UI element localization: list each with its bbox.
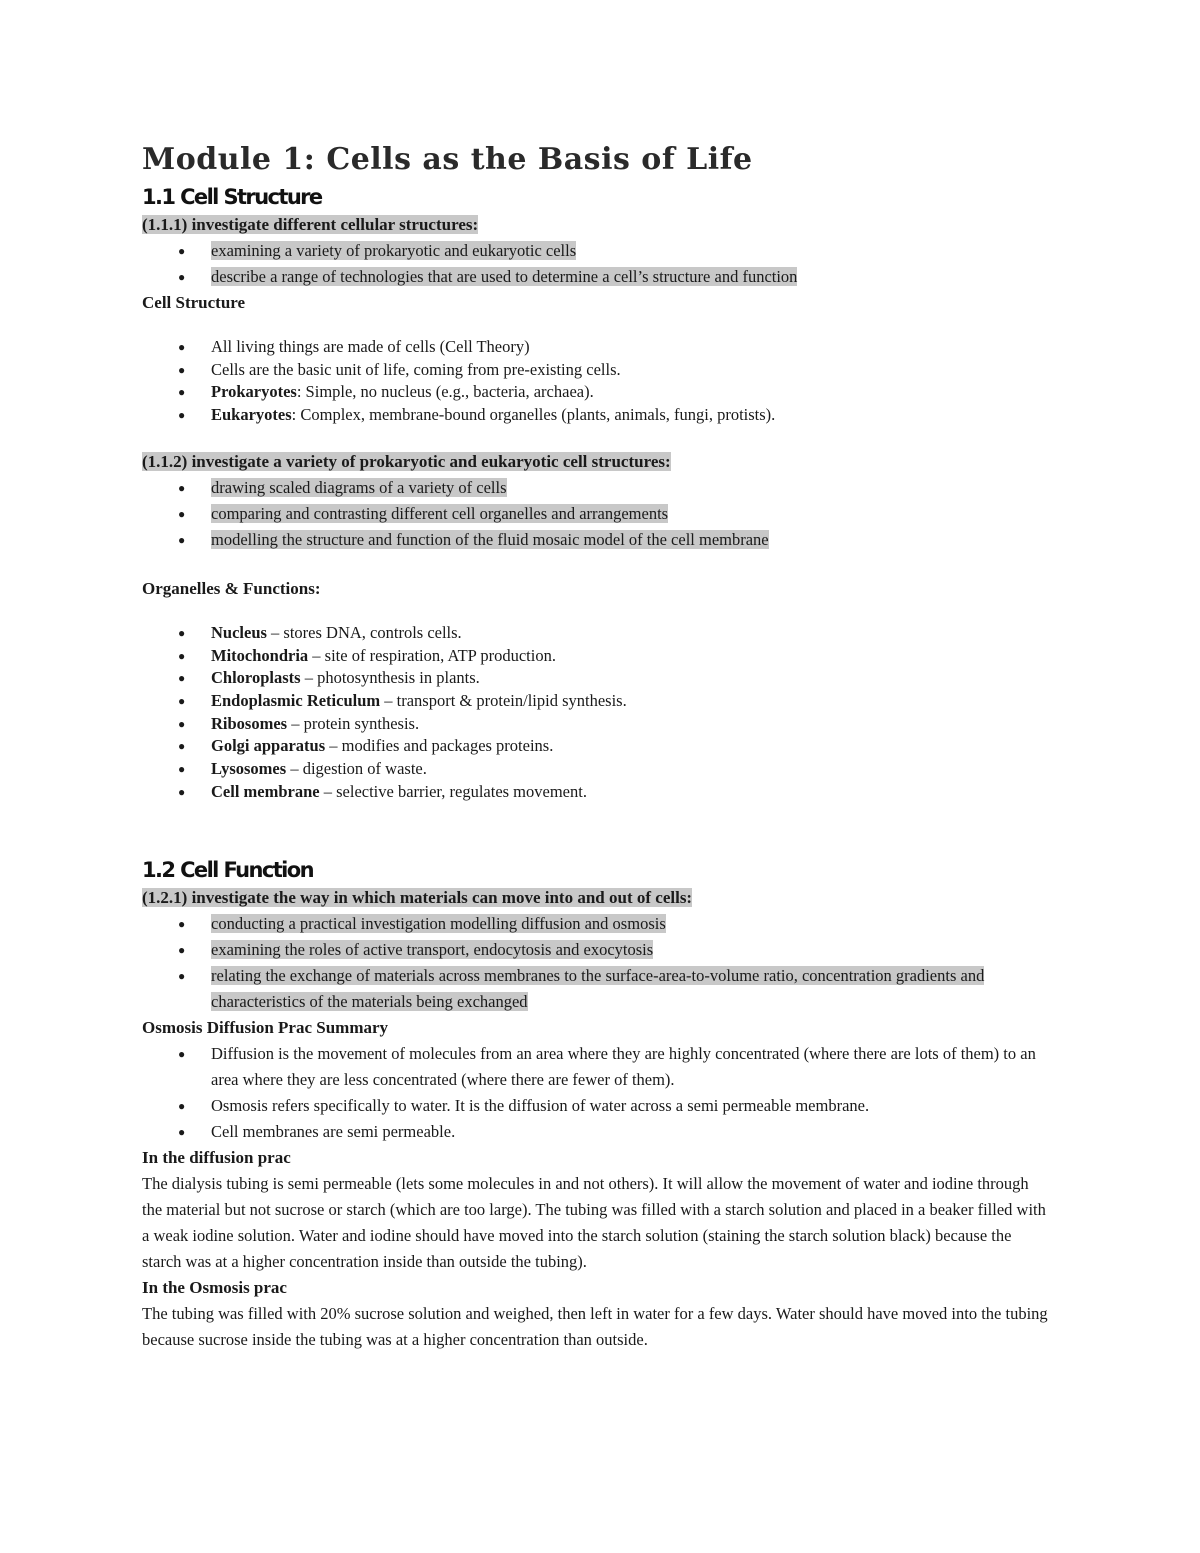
cell-structure-label: Cell Structure [142,293,246,312]
bullet-icon: ● [178,625,186,640]
list-item: ● modelling the structure and function of the fluid mosaic model of the cell membrane [142,527,1052,553]
section-heading-cell-structure: 1.1 Cell Structure [142,185,322,209]
bullet-icon: ● [178,244,186,258]
bullet-icon: ● [178,1099,186,1114]
list-item: ● Cell membrane – selective barrier, regulates movement. [142,781,1052,804]
osmosis-prac-text: The tubing was filled with 20% sucrose solution and weighed, then left in water for a few days. Water should have moved into the tubing because sucrose inside the tubing was at a higher concentration than outside. [142,1304,1048,1350]
module-title: Module 1: Cells as the Basis of Life [142,142,753,177]
bullet-icon: ● [178,917,186,932]
requirement-1-2-1-title: (1.2.1) investigate the way in which materials can move into and out of cells: [142,888,693,908]
bullet-icon: ● [178,969,186,984]
requirement-1-1-2-title: (1.1.2) investigate a variety of prokaryotic and eukaryotic cell structures: [142,451,671,471]
list-item: ● Mitochondria – site of respiration, ATP production. [142,645,1052,668]
requirement-1-2-1-list [142,911,1052,1015]
bullet-icon: ● [178,671,186,686]
document-page [142,138,1052,1353]
list-item: ● Endoplasmic Reticulum – transport & protein/lipid synthesis. [142,690,1052,713]
bullet-icon: ● [178,408,186,423]
list-item: ● relating the exchange of materials across membranes to the surface-area-to-volume ratio, concentration gradients and characteristics of the materials being exchanged [142,963,1052,1015]
list-item: ● All living things are made of cells (Cell Theory) [142,336,1052,359]
list-item: ● drawing scaled diagrams of a variety of cells [142,475,1052,501]
bullet-icon: ● [178,784,186,799]
bullet-icon: ● [178,480,186,495]
organelles-list [142,622,1052,804]
section-heading-cell-function: 1.2 Cell Function [142,858,313,883]
summary-list [142,1041,1052,1145]
list-item: ● Eukaryotes: Complex, membrane-bound organelles (plants, animals, fungi, protists). [142,404,1052,427]
list-item: ● Prokaryotes: Simple, no nucleus (e.g., bacteria, archaea). [142,381,1052,404]
diffusion-prac-text: The dialysis tubing is semi permeable (lets some molecules in and not others). It will allow the movement of water and iodine through the material but not sucrose or starch (which are too large). The tubing was filled with a starch solution and placed in a beaker filled with a weak iodine solution. Water and iodine should have moved into the starch solution (staining the starch solution black) because the starch was at a higher concentration inside than outside the tubing). [142,1174,1046,1272]
requirement-1-1-1-title: (1.1.1) investigate different cellular structures: [142,215,479,234]
osmosis-diffusion-summary-label: Osmosis Diffusion Prac Summary [142,1018,389,1038]
list-item: ● Nucleus – stores DNA, controls cells. [142,622,1052,645]
bullet-icon: ● [178,739,186,754]
list-item: ● comparing and contrasting different cell organelles and arrangements [142,501,1052,527]
list-item: ● describe a range of technologies that are used to determine a cell’s structure and function [142,264,1052,290]
bullet-icon: ● [178,270,186,284]
list-item: ● Golgi apparatus – modifies and packages proteins. [142,735,1052,758]
requirement-1-1-1-list [142,238,1052,290]
cell-structure-list [142,336,1052,427]
bullet-icon: ● [178,1125,186,1140]
osmosis-prac-label: In the Osmosis prac [142,1278,287,1298]
bullet-icon: ● [178,340,186,354]
bullet-icon: ● [178,532,186,547]
bullet-icon: ● [178,693,186,708]
list-item: ● Ribosomes – protein synthesis. [142,713,1052,736]
list-item: ● conducting a practical investigation modelling diffusion and osmosis [142,911,1052,937]
bullet-icon: ● [178,648,186,663]
bullet-icon: ● [178,506,186,521]
bullet-icon: ● [178,362,186,377]
requirement-1-1-2-list [142,475,1052,553]
list-item: ● Cell membranes are semi permeable. [142,1119,1052,1145]
organelles-label: Organelles & Functions: [142,578,321,598]
list-item: ● Cells are the basic unit of life, coming from pre-existing cells. [142,359,1052,382]
list-item: ● Diffusion is the movement of molecules from an area where they are highly concentrated (where there are lots of them) to an area where they are less concentrated (where there are fewer of them). [142,1041,1052,1093]
bullet-icon: ● [178,762,186,777]
bullet-icon: ● [178,716,186,731]
bullet-icon: ● [178,1047,186,1062]
diffusion-prac-label: In the diffusion prac [142,1148,291,1168]
list-item: ● examining the roles of active transport, endocytosis and exocytosis [142,937,1052,963]
list-item: ● Chloroplasts – photosynthesis in plants. [142,667,1052,690]
list-item: ● Osmosis refers specifically to water. It is the diffusion of water across a semi permeable membrane. [142,1093,1052,1119]
list-item: ● examining a variety of prokaryotic and eukaryotic cells [142,238,1052,264]
list-item: ● Lysosomes – digestion of waste. [142,758,1052,781]
bullet-icon: ● [178,385,186,400]
bullet-icon: ● [178,943,186,958]
